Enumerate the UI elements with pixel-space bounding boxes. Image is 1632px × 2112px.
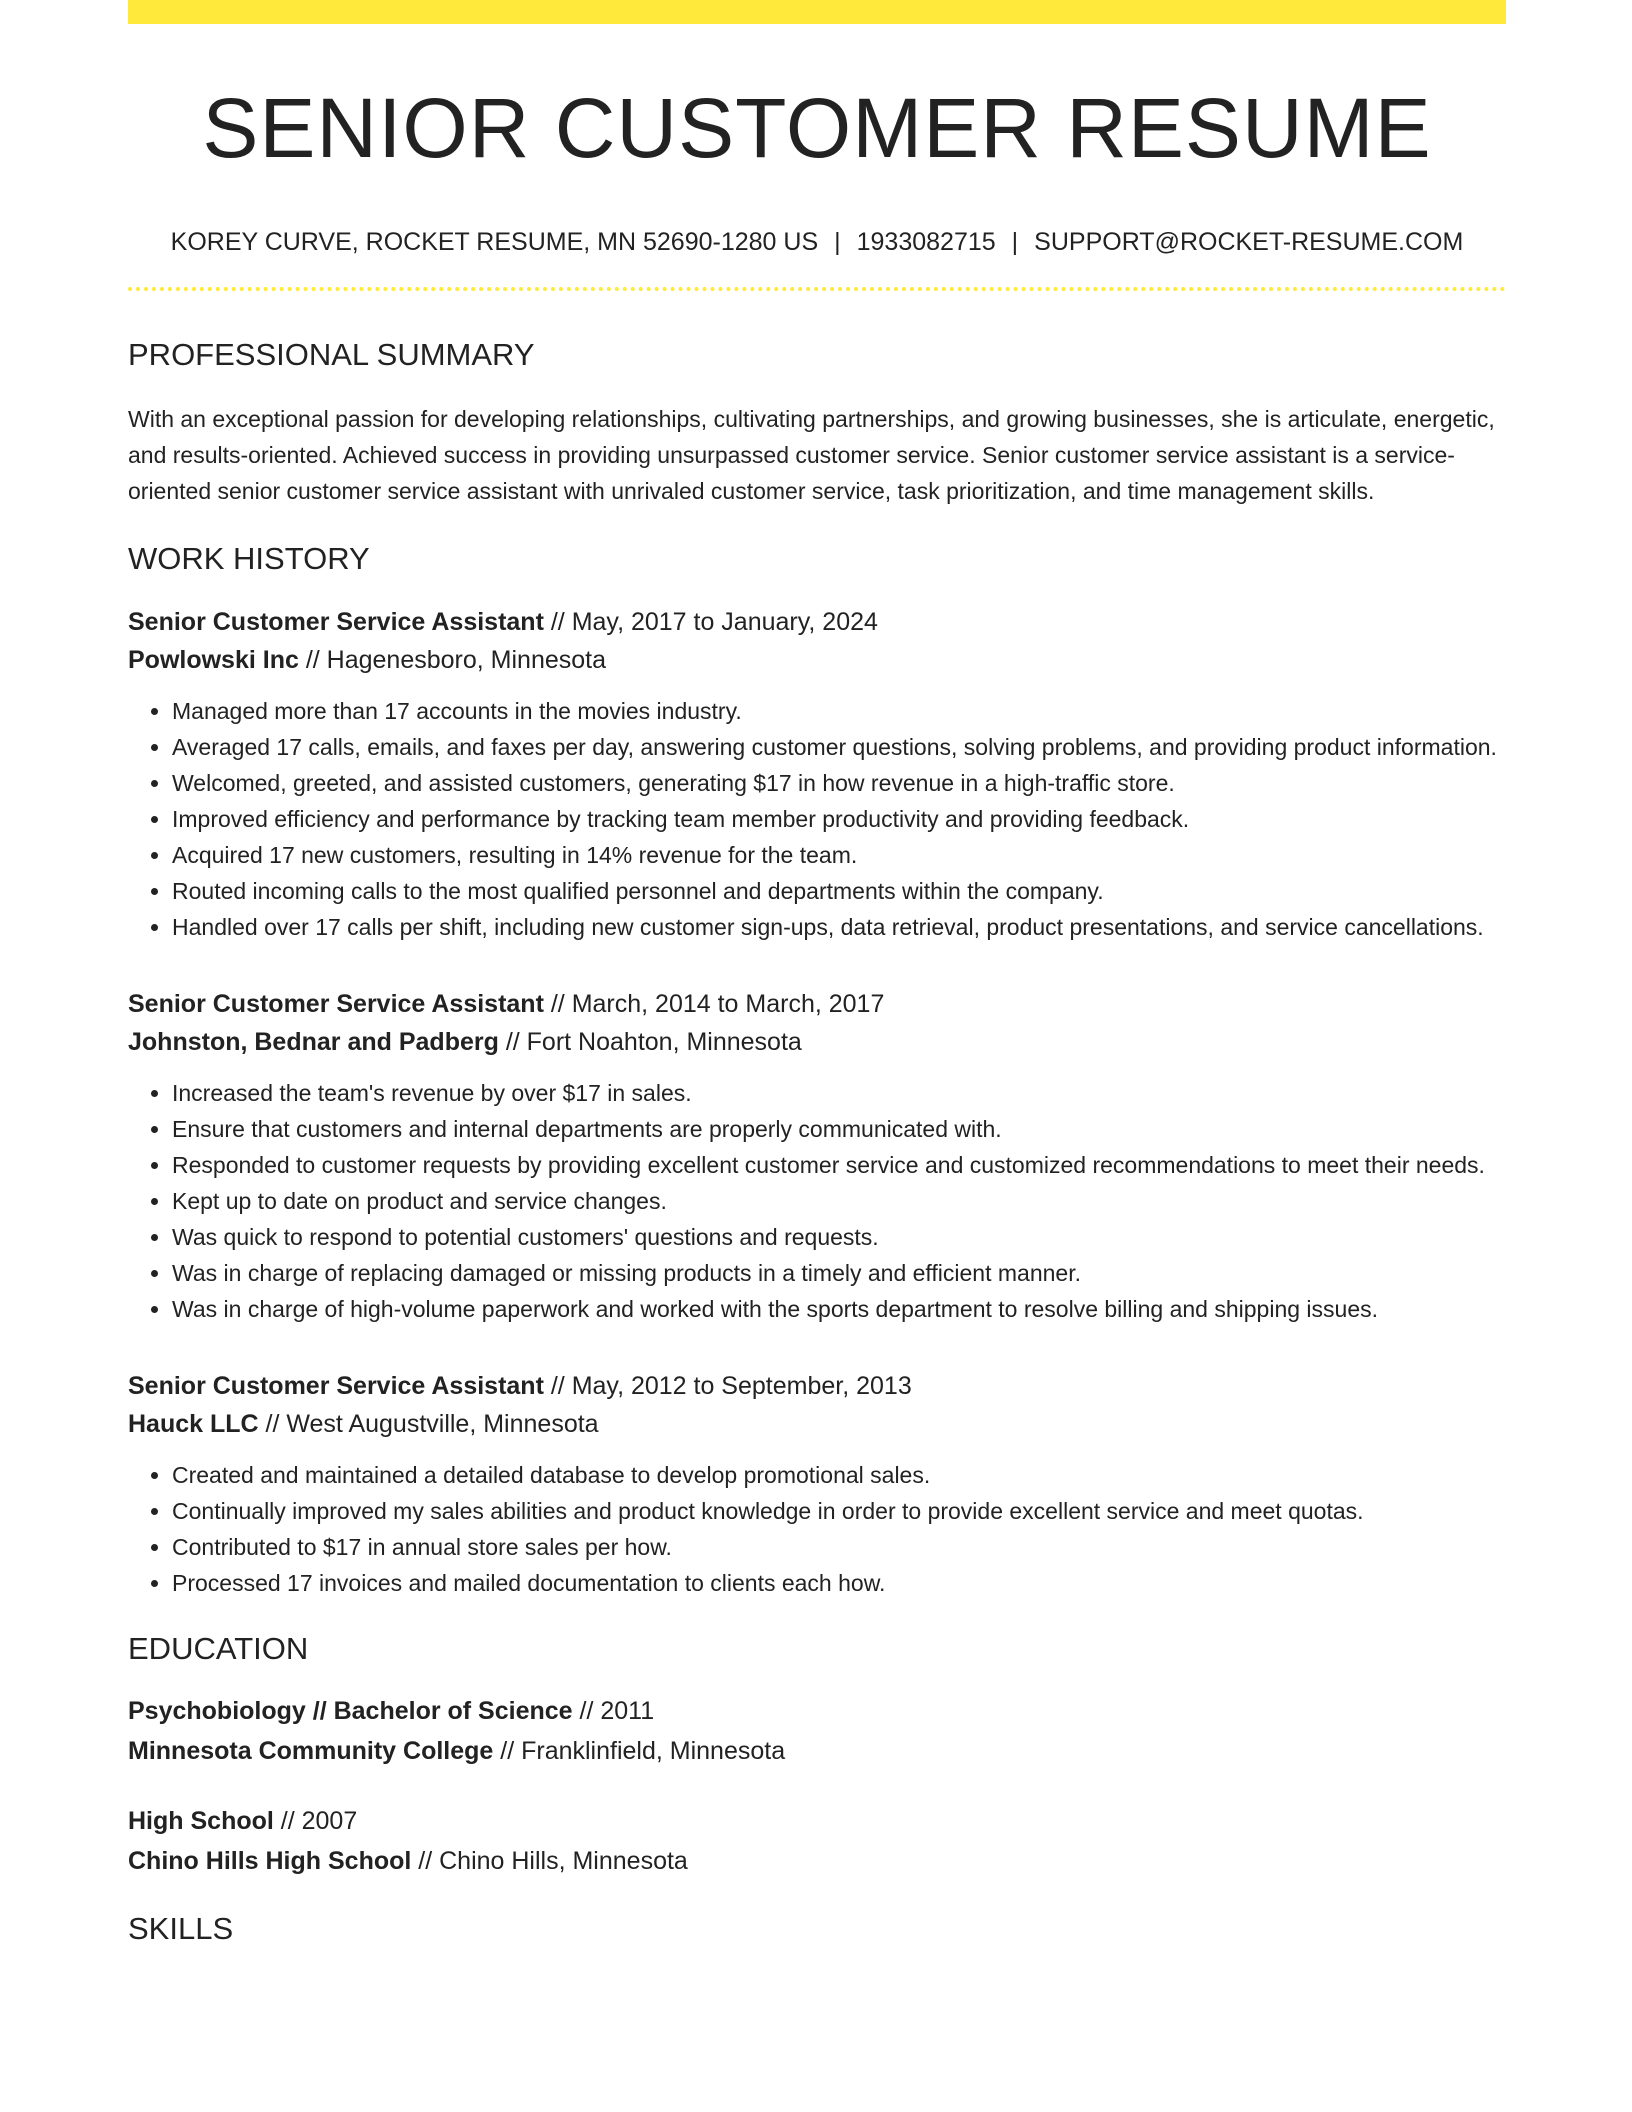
bullet-item: • Kept up to date on product and service changes. <box>172 1183 1506 1219</box>
education-location: // Franklinfield, Minnesota <box>493 1737 786 1766</box>
contact-line <box>128 228 1506 257</box>
contact-separator: | <box>834 228 841 257</box>
bullet-item: • Increased the team's revenue by over $17 in sales. <box>172 1075 1506 1111</box>
education-school-line <box>128 1841 1506 1881</box>
contact-separator: | <box>1011 228 1019 257</box>
bullet-item: • Managed more than 17 accounts in the movies industry. <box>172 693 1506 729</box>
education-degree-line <box>128 1691 1506 1731</box>
bullet-item: • Was in charge of replacing damaged or missing products in a timely and efficient manner. <box>172 1255 1506 1291</box>
resume-page <box>128 0 1506 1947</box>
bullet-item: • Continually improved my sales abilities and product knowledge in order to provide excellent service and meet quotas. <box>172 1493 1506 1529</box>
job-title: Senior Customer Service Assistant <box>128 990 544 1019</box>
job-entry <box>128 603 1506 945</box>
bullet-item: • Processed 17 invoices and mailed documentation to clients each how. <box>172 1565 1506 1601</box>
bullet-item: • Improved efficiency and performance by tracking team member productivity and providing feedback. <box>172 801 1506 837</box>
job-dates: // May, 2012 to September, 2013 <box>543 1372 912 1401</box>
contact-address: KOREY CURVE, ROCKET RESUME, MN 52690-1280 US <box>170 228 819 257</box>
contact-phone[interactable]: 1933082715 <box>856 228 996 257</box>
bullet-item: • Was quick to respond to potential customers' questions and requests. <box>172 1219 1506 1255</box>
education-location: // Chino Hills, Minnesota <box>411 1847 688 1876</box>
job-company-line <box>128 1023 1506 1061</box>
summary-heading: PROFESSIONAL SUMMARY <box>128 337 535 373</box>
job-dates: // May, 2017 to January, 2024 <box>543 608 878 637</box>
bullet-item: • Acquired 17 new customers, resulting in 14% revenue for the team. <box>172 837 1506 873</box>
bullet-item: • Welcomed, greeted, and assisted customers, generating $17 in how revenue in a high-traffic store. <box>172 765 1506 801</box>
job-title-line <box>128 603 1506 641</box>
bullet-item: • Was in charge of high-volume paperwork and worked with the sports department to resolve billing and shipping issues. <box>172 1291 1506 1327</box>
job-entry <box>128 985 1506 1327</box>
education-heading: EDUCATION <box>128 1631 309 1667</box>
education-year: // 2007 <box>273 1807 358 1836</box>
job-location: // West Augustville, Minnesota <box>258 1410 599 1439</box>
bullet-item: • Ensure that customers and internal departments are properly communicated with. <box>172 1111 1506 1147</box>
bullet-item: • Averaged 17 calls, emails, and faxes per day, answering customer questions, solving problems, and providing product information. <box>172 729 1506 765</box>
job-company: Powlowski Inc <box>128 646 299 675</box>
job-title: Senior Customer Service Assistant <box>128 608 544 637</box>
bullet-item: • Routed incoming calls to the most qualified personnel and departments within the company. <box>172 873 1506 909</box>
job-location: // Hagenesboro, Minnesota <box>298 646 607 675</box>
job-company-line <box>128 1405 1506 1443</box>
accent-bar <box>128 0 1506 24</box>
education-degree-line <box>128 1801 1506 1841</box>
education-year: // 2011 <box>572 1697 655 1726</box>
job-company-line <box>128 641 1506 679</box>
education-school: Chino Hills High School <box>128 1847 412 1876</box>
job-bullets <box>128 1457 1506 1601</box>
education-entry <box>128 1691 1506 1771</box>
contact-email[interactable]: SUPPORT@ROCKET-RESUME.COM <box>1034 228 1464 257</box>
job-bullets <box>128 1075 1506 1327</box>
resume-title: SENIOR CUSTOMER RESUME <box>202 81 1432 175</box>
dotted-divider <box>128 287 1506 291</box>
bullet-item: • Created and maintained a detailed database to develop promotional sales. <box>172 1457 1506 1493</box>
job-dates: // March, 2014 to March, 2017 <box>543 990 885 1019</box>
bullet-item: • Responded to customer requests by providing excellent customer service and customized recommendations to meet their needs. <box>172 1147 1506 1183</box>
skills-heading: SKILLS <box>128 1911 234 1947</box>
job-title: Senior Customer Service Assistant <box>128 1372 544 1401</box>
job-bullets <box>128 693 1506 945</box>
education-entry <box>128 1801 1506 1881</box>
education-school-line <box>128 1731 1506 1771</box>
education-school: Minnesota Community College <box>128 1737 494 1766</box>
summary-text: With an exceptional passion for developing relationships, cultivating partnerships, and growing businesses, she is articulate, energetic, and results-oriented. Achieved success in providing unsurpassed customer service. Senior customer service assistant is a service-oriented senior customer service assistant with unrivaled customer service, task prioritization, and time management skills. <box>128 406 1495 505</box>
job-location: // Fort Noahton, Minnesota <box>498 1028 802 1057</box>
job-company: Hauck LLC <box>128 1410 259 1439</box>
bullet-item: • Handled over 17 calls per shift, including new customer sign-ups, data retrieval, product presentations, and service cancellations. <box>172 909 1506 945</box>
job-title-line <box>128 985 1506 1023</box>
education-degree: High School <box>128 1807 274 1836</box>
job-entry <box>128 1367 1506 1601</box>
job-company: Johnston, Bednar and Padberg <box>128 1028 499 1057</box>
bullet-item: • Contributed to $17 in annual store sales per how. <box>172 1529 1506 1565</box>
work-history-heading: WORK HISTORY <box>128 541 370 577</box>
education-degree: Psychobiology // Bachelor of Science <box>128 1697 573 1726</box>
job-title-line <box>128 1367 1506 1405</box>
